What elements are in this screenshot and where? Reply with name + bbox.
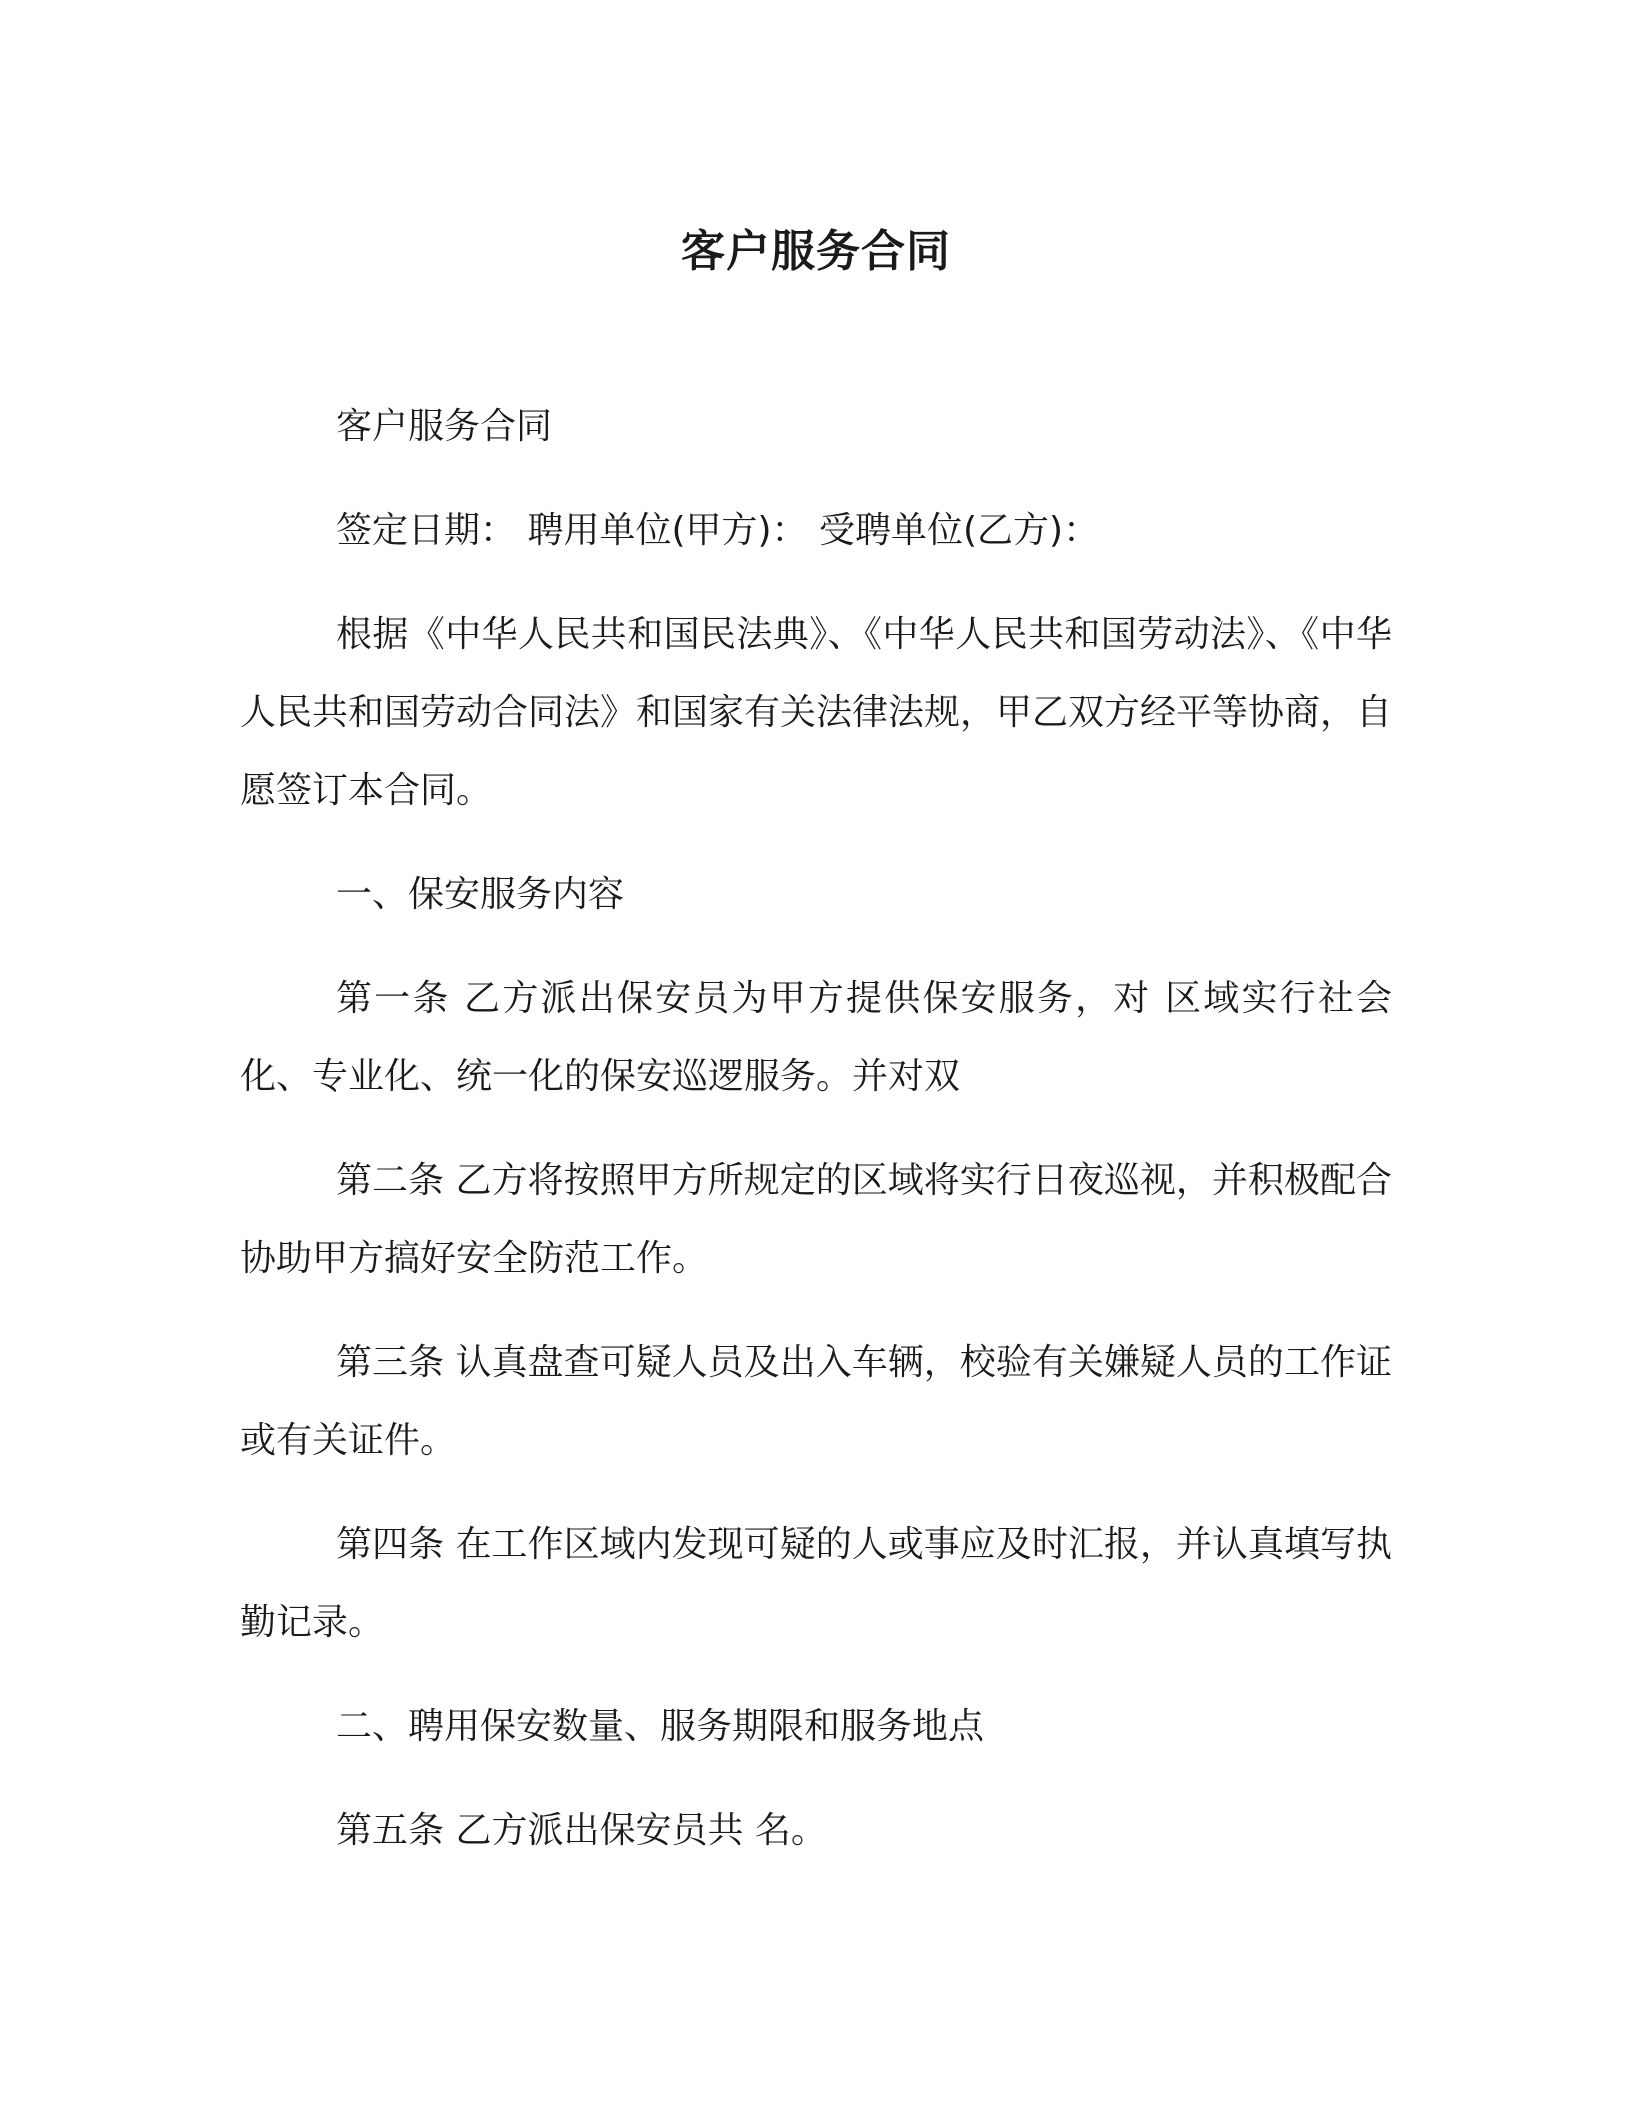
paragraph-preamble: 根据《中华人民共和国民法典》、《中华人民共和国劳动法》、《中华人民共和国劳动合同法》和国家有关法律法规，甲乙双方经平等协商，自愿签订本合同。 [240, 614, 1393, 811]
document-body [240, 388, 1392, 1896]
article-3: 第三条 认真盘查可疑人员及出入车辆，校验有关嫌疑人员的工作证或有关证件。 [240, 1342, 1392, 1461]
article-5: 第五条 乙方派出保安员共 名。 [336, 1810, 827, 1851]
paragraph-subtitle: 客户服务合同 [336, 406, 553, 447]
document-title: 客户服务合同 [681, 226, 951, 277]
article-4: 第四条 在工作区域内发现可疑的人或事应及时汇报，并认真填写执勤记录。 [240, 1524, 1392, 1643]
paragraph-signing-info: 签定日期： 聘用单位(甲方)： 受聘单位(乙方)： [336, 510, 1100, 551]
article-2: 第二条 乙方将按照甲方所规定的区域将实行日夜巡视，并积极配合协助甲方搞好安全防范工作。 [240, 1160, 1392, 1279]
section-heading-1: 一、保安服务内容 [336, 874, 625, 915]
article-1: 第一条 乙方派出保安员为甲方提供保安服务，对 区域实行社会化、专业化、统一化的保安巡逻服务。并对双 [240, 978, 1392, 1097]
section-heading-2: 二、聘用保安数量、服务期限和服务地点 [336, 1706, 985, 1747]
